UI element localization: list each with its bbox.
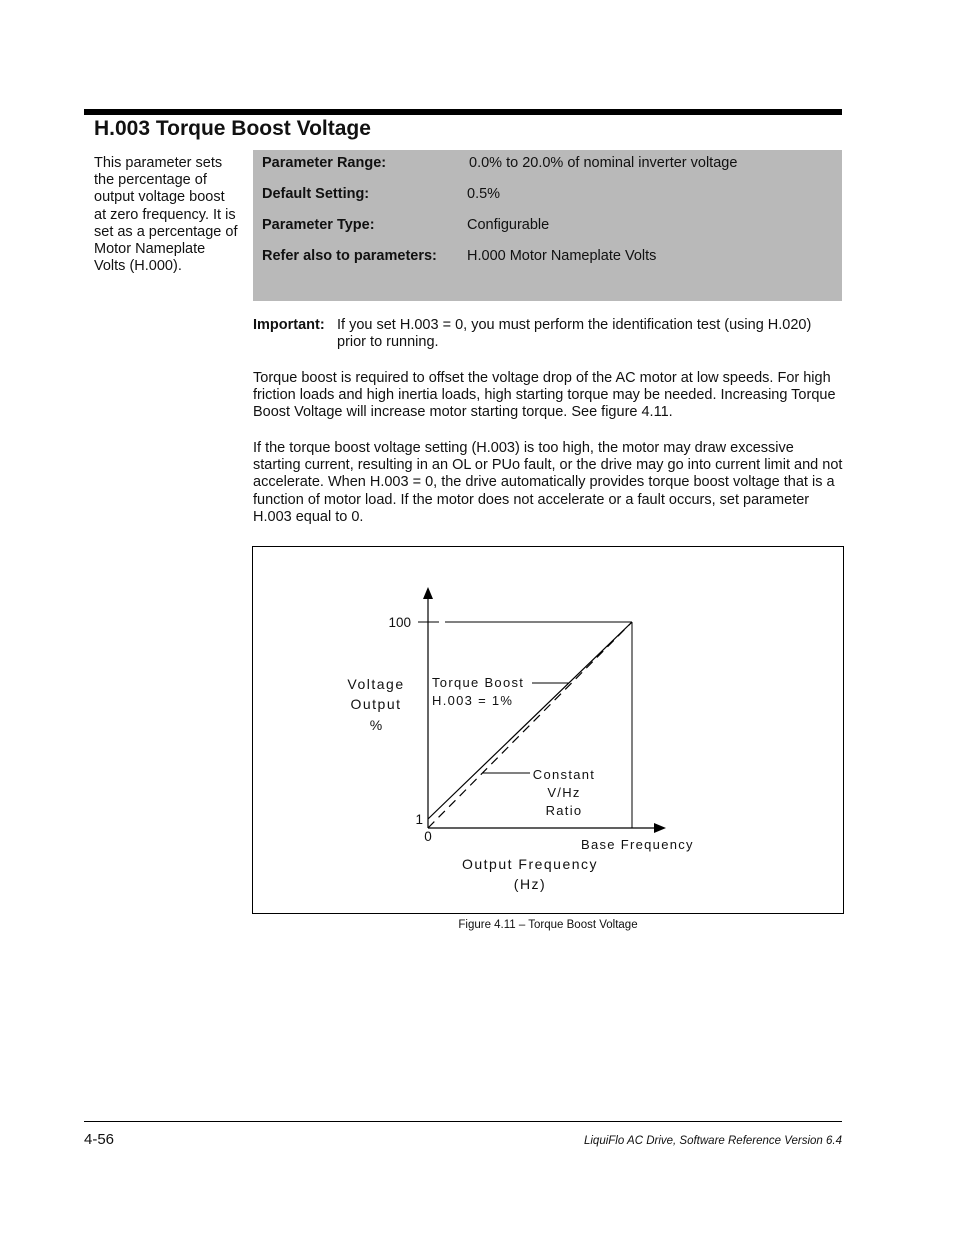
constant-vhz-label-line-1: Constant xyxy=(532,767,596,782)
section-title: H.003 Torque Boost Voltage xyxy=(94,117,371,140)
y-axis-label-line-2: Output xyxy=(350,696,402,712)
base-frequency-label: Base Frequency xyxy=(581,837,694,852)
parameter-description: This parameter sets the percentage of output voltage boost at zero frequency. It is set as a percentage of Motor Nameplate Volts (H.000). xyxy=(94,155,238,275)
constant-vhz-label-line-2: V/Hz xyxy=(547,785,581,800)
torque-boost-label-line-2: H.003 = 1% xyxy=(432,693,514,708)
parameter-type-value: Configurable xyxy=(467,217,550,233)
x-axis-label-line-2: (Hz) xyxy=(513,876,547,892)
refer-also-value: H.000 Motor Nameplate Volts xyxy=(467,248,657,264)
default-setting-label: Default Setting: xyxy=(262,186,370,202)
refer-also-label: Refer also to parameters: xyxy=(262,248,437,264)
parameter-info-box xyxy=(253,150,842,301)
figure-caption: Figure 4.11 – Torque Boost Voltage xyxy=(458,919,638,931)
tick-label-100: 100 xyxy=(388,615,411,630)
parameter-range-value: 0.0% to 20.0% of nominal inverter voltage xyxy=(469,155,738,171)
y-axis-label-line-1: Voltage xyxy=(347,676,405,692)
torque-boost-label-line-1: Torque Boost xyxy=(432,675,525,690)
torque-boost-curve xyxy=(428,622,632,819)
parameter-type-label: Parameter Type: xyxy=(262,217,375,233)
section-top-rule xyxy=(84,109,842,115)
x-axis-arrow-icon xyxy=(654,823,666,833)
x-axis-label-line-1: Output Frequency xyxy=(461,856,599,872)
tick-label-1: 1 xyxy=(415,812,423,827)
page-number: 4-56 xyxy=(84,1131,115,1148)
important-label: Important: xyxy=(253,317,325,333)
default-setting-value: 0.5% xyxy=(467,186,501,202)
tick-label-0: 0 xyxy=(424,829,432,844)
footer-rule xyxy=(84,1121,842,1122)
y-axis-label-line-3: % xyxy=(369,717,383,733)
torque-boost-diagram xyxy=(253,547,843,913)
body-paragraph-2: If the torque boost voltage setting (H.003) is too high, the motor may draw excessive starting current, resulting in an OL or PUo fault, or the drive may go into current limit and not accelerate. When H.003 = 0, the drive automatically provides torque boost voltage that is a function of motor load. If the motor does not accelerate or a fault occurs, set parameter H.003 equal to 0. xyxy=(253,440,843,525)
important-text: If you set H.003 = 0, you must perform the identification test (using H.020) prior to running. xyxy=(337,317,812,351)
y-axis-arrow-icon xyxy=(423,587,433,599)
footer-document-title: LiquiFlo AC Drive, Software Reference Version 6.4 xyxy=(583,1135,842,1147)
constant-vhz-curve xyxy=(428,622,632,828)
body-paragraph-1: Torque boost is required to offset the voltage drop of the AC motor at low speeds. For high friction loads and high inertia loads, high starting torque may be needed. Increasing Torque Boost Voltage will increase motor starting torque. See figure 4.11. xyxy=(253,370,836,421)
parameter-range-label: Parameter Range: xyxy=(262,155,387,171)
constant-vhz-label-line-3: Ratio xyxy=(545,803,583,818)
torque-boost-figure xyxy=(252,546,844,914)
